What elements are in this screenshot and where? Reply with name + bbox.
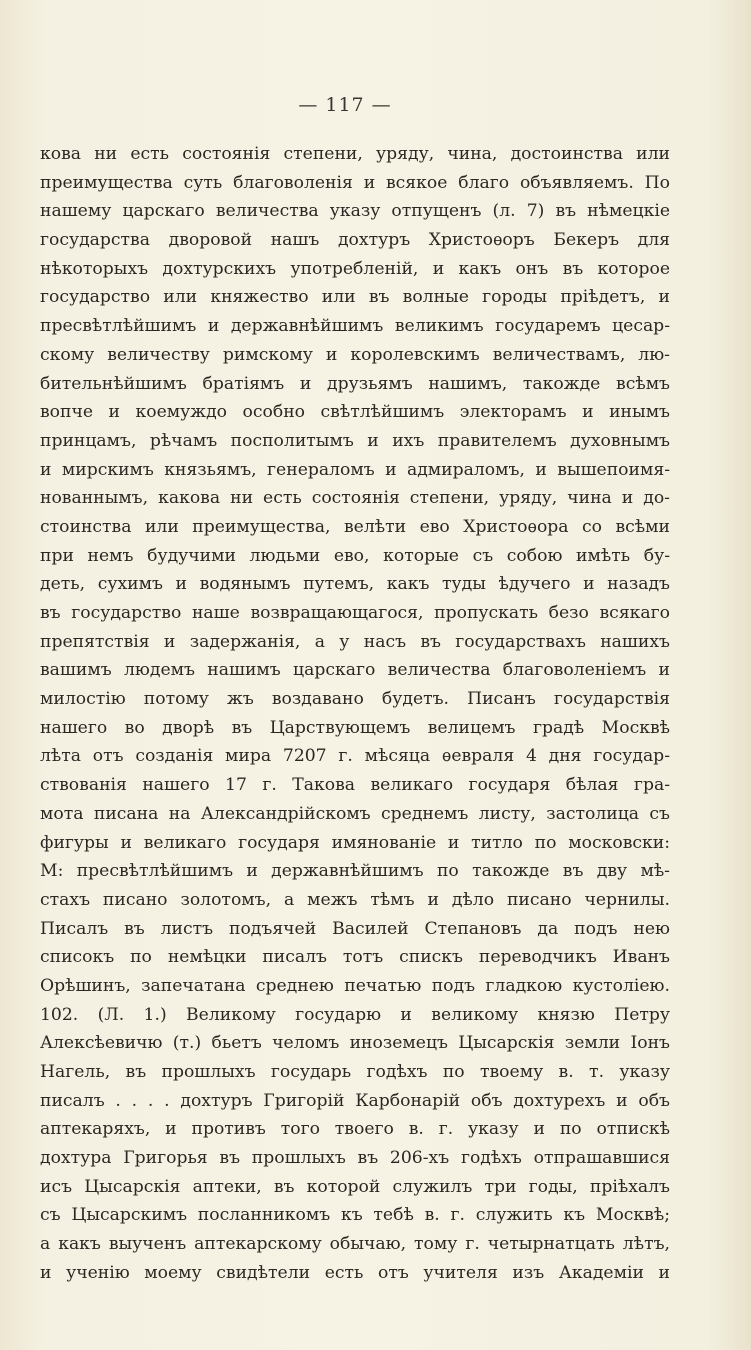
text-line: Нагель, въ прошлыхъ государь годѣхъ по твоему в. т. указу bbox=[40, 1062, 670, 1082]
text-line: государство или княжество или въ волные городы пріѣдетъ, и bbox=[40, 287, 670, 308]
text-line: 102. (Л. 1.) Великому государю и великому князю Петру bbox=[40, 1004, 670, 1025]
text-line: милостію потому жъ воздавано будетъ. Писанъ государствія bbox=[40, 689, 670, 710]
text-line: списокъ по немѣцки писалъ тотъ спискъ переводчикъ Иванъ bbox=[40, 947, 670, 968]
text-line: ствованія нашего 17 г. Такова великаго государя бѣлая гра- bbox=[40, 775, 670, 796]
text-line: съ Цысарскимъ посланникомъ къ тебѣ в. г. служить къ Москвѣ; bbox=[40, 1205, 670, 1226]
text-line: фигуры и великаго государя имянованіе и титло по московски: bbox=[40, 832, 670, 853]
text-line: а какъ выученъ аптекарскому обычаю, тому г. четырнатцать лѣтъ, bbox=[40, 1234, 670, 1255]
text-line: исъ Цысарскія аптеки, въ которой служилъ три годы, пріѣхалъ bbox=[40, 1176, 670, 1197]
text-line: дохтура Григорья въ прошлыхъ въ 206-хъ годѣхъ отпрашавшися bbox=[40, 1148, 670, 1169]
text-line: пресвѣтлѣйшимъ и державнѣйшимъ великимъ государемъ цесар- bbox=[40, 316, 670, 337]
text-line: нованнымъ, какова ни есть состоянія степени, уряду, чина и до- bbox=[40, 488, 670, 509]
text-line: при немъ будучими людьми ево, которые съ собою имѣть бу- bbox=[40, 545, 670, 566]
text-line: Алексѣевичю (т.) бьетъ челомъ иноземецъ Цысарскія земли Іонъ bbox=[40, 1033, 670, 1054]
text-line: и ученію моему свидѣтели есть отъ учителя изъ Академіи и bbox=[40, 1262, 670, 1283]
text-line: въ государство наше возвращающагося, пропускать безо всякаго bbox=[40, 603, 670, 623]
text-line: вопче и коемуждо особно свѣтлѣйшимъ электорамъ и инымъ bbox=[40, 402, 670, 423]
text-line: преимущества суть благоволенія и всякое благо объявляемъ. По bbox=[40, 172, 670, 193]
text-line: препятствія и задержанія, а у насъ въ государствахъ нашихъ bbox=[40, 631, 670, 652]
text-line: бительнѣйшимъ братіямъ и друзьямъ нашимъ, такожде всѣмъ bbox=[40, 373, 670, 394]
text-line: нашему царскаго величества указу отпущенъ (л. 7) въ нѣмецкіе bbox=[40, 201, 670, 222]
text-line: Писалъ въ листъ подъячей Василей Степановъ да подъ нею bbox=[40, 918, 670, 939]
text-line: скому величеству римскому и королевскимъ величествамъ, лю- bbox=[40, 344, 670, 365]
text-line: стоинства или преимущества, велѣти ево Христоѳора со всѣми bbox=[40, 516, 670, 537]
body-text bbox=[40, 140, 670, 1288]
text-line: стахъ писано золотомъ, а межъ тѣмъ и дѣло писано чернилы. bbox=[40, 889, 670, 910]
text-line: аптекаряхъ, и противъ того твоего в. г. указу и по отпискѣ bbox=[40, 1119, 670, 1140]
text-line: вашимъ людемъ нашимъ царскаго величества благоволеніемъ и bbox=[40, 660, 670, 681]
text-line: и мирскимъ князьямъ, генераломъ и адмираломъ, и вышепоимя- bbox=[40, 459, 670, 480]
page-number: — 117 — bbox=[298, 94, 392, 116]
text-line: принцамъ, рѣчамъ посполитымъ и ихъ правителемъ духовнымъ bbox=[40, 430, 670, 451]
text-line: лѣта отъ созданія мира 7207 г. мѣсяца ѳевраля 4 дня государ- bbox=[40, 746, 670, 767]
text-line: М: пресвѣтлѣйшимъ и державнѣйшимъ по такожде въ дву мѣ- bbox=[40, 861, 670, 882]
text-line: писалъ . . . . дохтуръ Григорій Карбонарій объ дохтурехъ и объ bbox=[40, 1090, 670, 1111]
text-line: нашего во дворѣ въ Царствующемъ велицемъ градѣ Москвѣ bbox=[40, 717, 670, 738]
text-line: Орѣшинъ, запечатана среднею печатью подъ гладкою кустоліею. bbox=[40, 975, 670, 996]
text-line: кова ни есть состоянія степени, уряду, чина, достоинства или bbox=[40, 144, 670, 164]
text-line: деть, сухимъ и водянымъ путемъ, какъ туды ѣдучего и назадъ bbox=[40, 574, 670, 595]
text-line: государства дворовой нашъ дохтуръ Христоѳоръ Бекеръ для bbox=[40, 230, 670, 251]
text-line: нѣкоторыхъ дохтурскихъ употребленій, и какъ онъ въ которое bbox=[40, 258, 670, 279]
text-line: мота писана на Александрійскомъ среднемъ листу, застолица съ bbox=[40, 803, 670, 824]
